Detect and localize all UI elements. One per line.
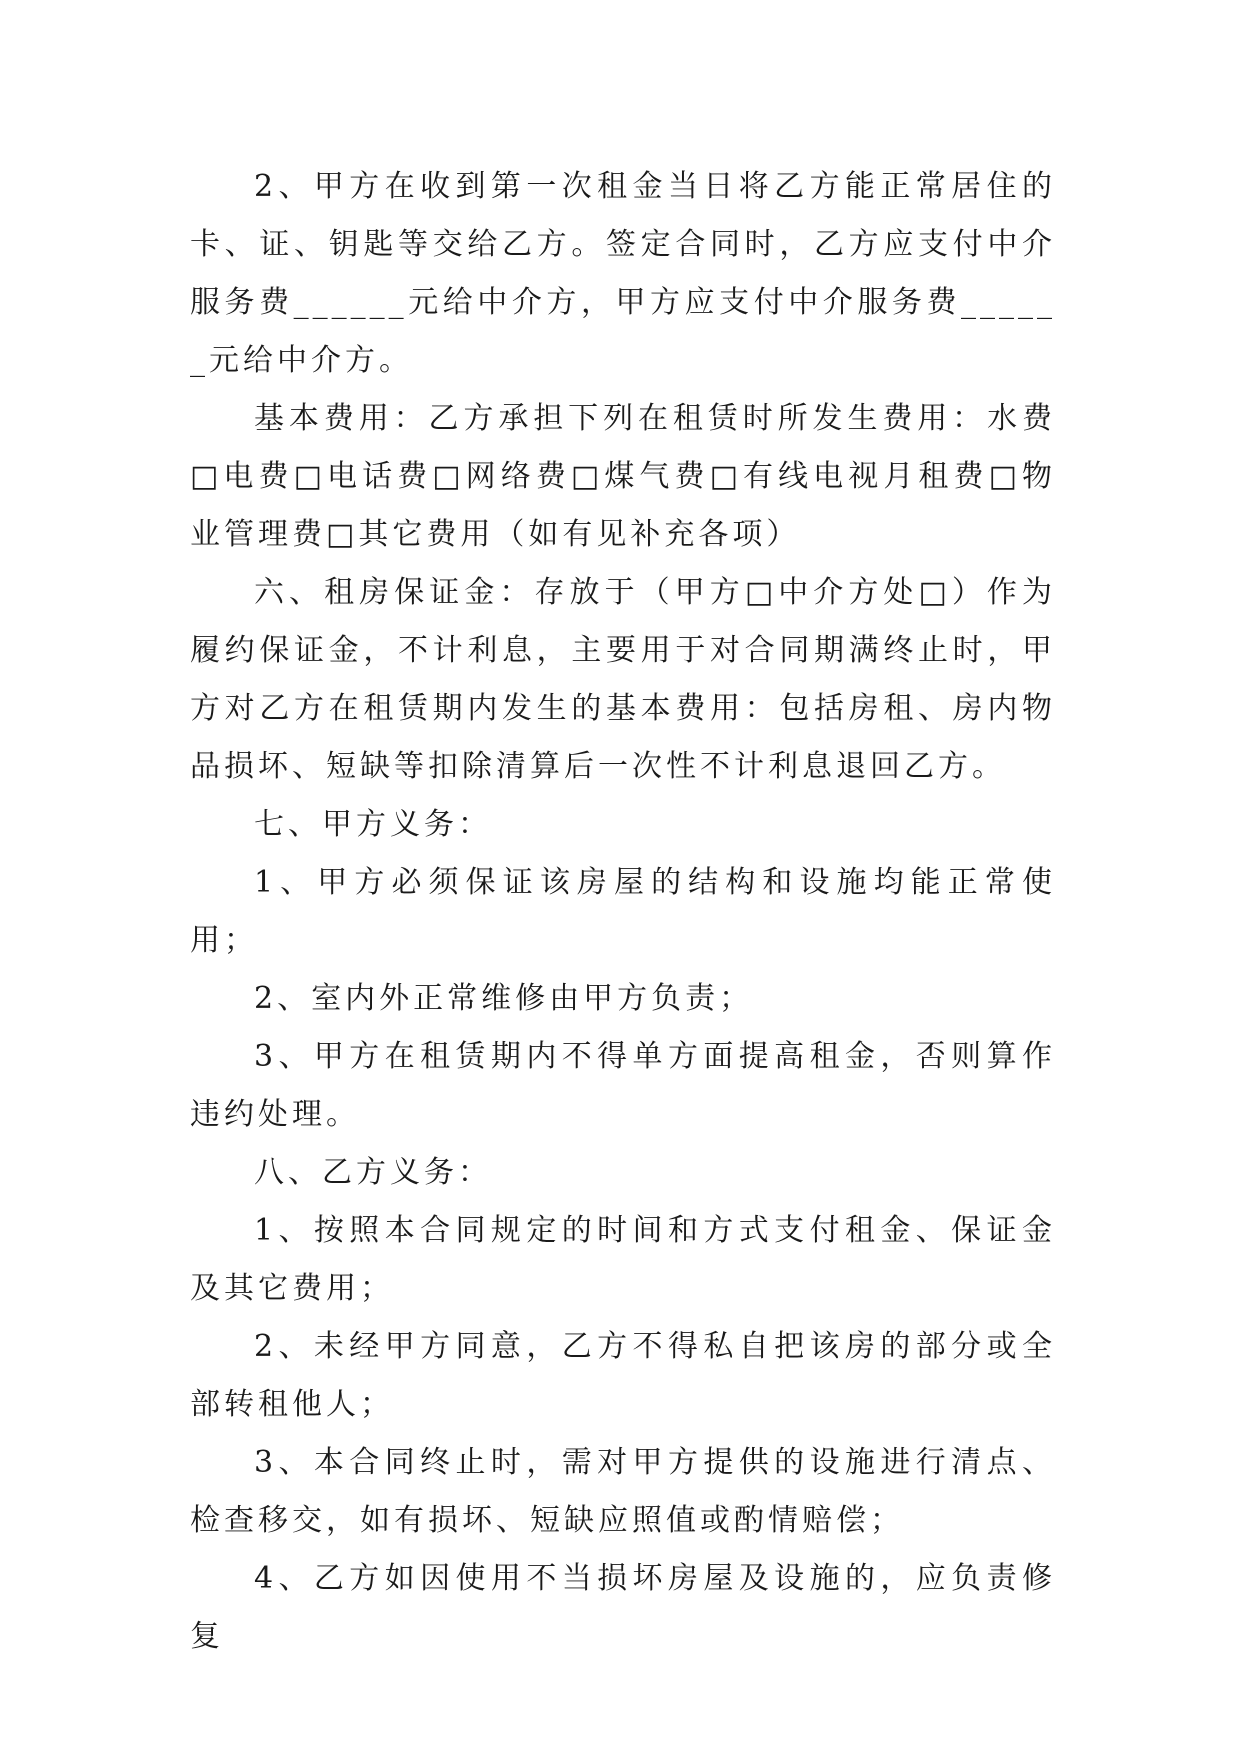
heading-party-b-obligations: 八、乙方义务： [254,1155,492,1190]
paragraph-basic-fees: 基本费用：乙方承担下列在租赁时所发生费用：水费□电费□电话费□网络费□煤气费□有线电视月租费□物业管理费□其它费用（如有见补充各项） [190,401,1056,552]
paragraph-a-obligation-1: 1、甲方必须保证该房屋的结构和设施均能正常使用； [190,865,1056,958]
paragraph-b-obligation-2: 2、未经甲方同意，乙方不得私自把该房的部分或全部转租他人； [190,1329,1056,1422]
document-body [190,158,1056,1666]
paragraph-handover-and-fees: 2、甲方在收到第一次租金当日将乙方能正常居住的卡、证、钥匙等交给乙方。签定合同时，乙方应支付中介服务费______元给中介方，甲方应支付中介服务费______元给中介方。 [190,169,1056,378]
paragraph-a-obligation-2: 2、室内外正常维修由甲方负责； [254,981,754,1016]
paragraph-b-obligation-1: 1、按照本合同规定的时间和方式支付租金、保证金及其它费用； [190,1213,1056,1306]
paragraph-a-obligation-3: 3、甲方在租赁期内不得单方面提高租金，否则算作违约处理。 [190,1039,1056,1132]
paragraph-b-obligation-3: 3、本合同终止时，需对甲方提供的设施进行清点、检查移交，如有损坏、短缺应照值或酌情赔偿； [190,1445,1056,1538]
heading-party-a-obligations: 七、甲方义务： [254,807,492,842]
paragraph-deposit: 六、租房保证金：存放于（甲方□中介方处□）作为履约保证金，不计利息，主要用于对合同期满终止时，甲方对乙方在租赁期内发生的基本费用：包括房租、房内物品损坏、短缺等扣除清算后一次性不计利息退回乙方。 [190,575,1056,784]
paragraph-b-obligation-4: 4、乙方如因使用不当损坏房屋及设施的，应负责修复 [190,1561,1056,1654]
